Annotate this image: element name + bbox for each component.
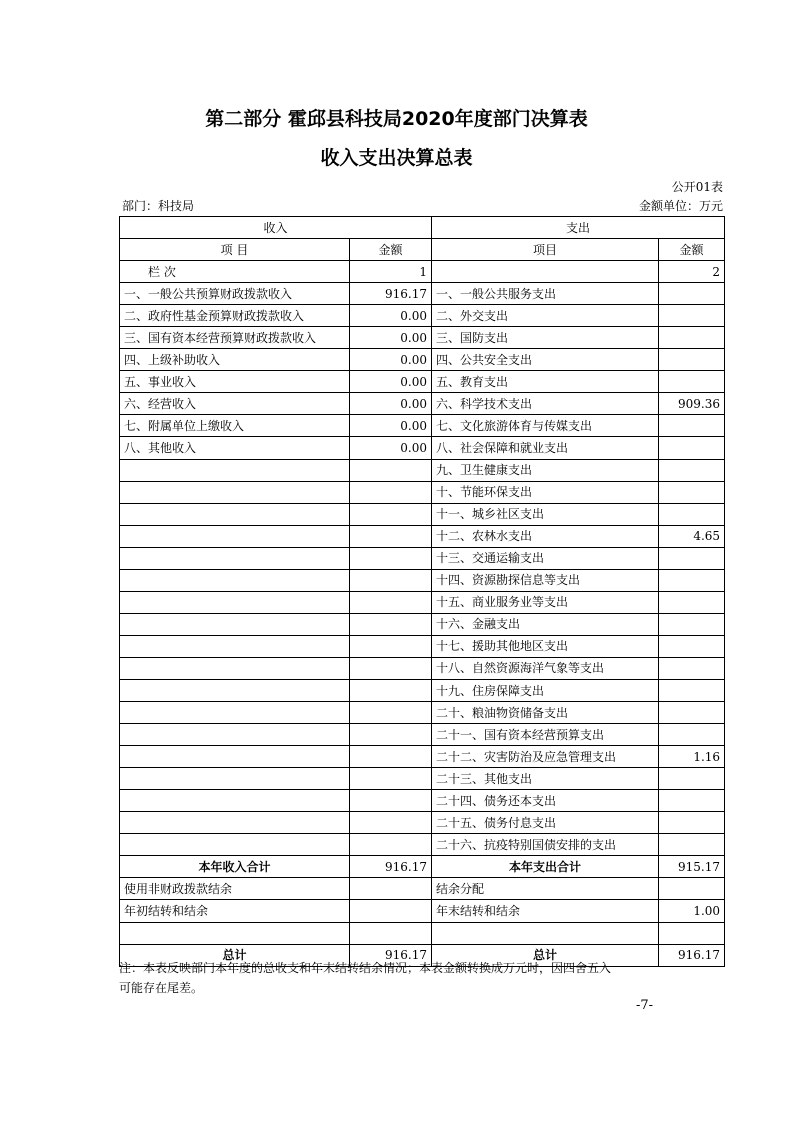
- blank-cell: [350, 922, 432, 944]
- nonfiscal-row: [120, 878, 725, 900]
- grand-total-expense: 916.17: [659, 944, 725, 966]
- expense-item-header: 项目: [432, 239, 659, 261]
- expense-amount-cell: [659, 503, 725, 525]
- expense-amount-cell: [659, 481, 725, 503]
- income-amount-cell: 0.00: [350, 393, 432, 415]
- table-row: [120, 481, 725, 503]
- expense-amount-cell: [659, 812, 725, 834]
- income-amount-cell: 0.00: [350, 327, 432, 349]
- income-item-cell: 八、其他收入: [120, 437, 350, 459]
- column-number-blank: [432, 261, 659, 283]
- grand-total-income: 916.17: [350, 944, 432, 966]
- blank-row: [120, 922, 725, 944]
- income-amount-cell: [350, 525, 432, 547]
- table-row: [120, 305, 725, 327]
- blank-cell: [432, 922, 659, 944]
- expense-item-cell: 二、外交支出: [432, 305, 659, 327]
- table-row: [120, 790, 725, 812]
- table-row: [120, 657, 725, 679]
- note-line-2: 可能存在尾差。: [119, 981, 204, 995]
- income-amount-cell: [350, 812, 432, 834]
- expense-item-cell: 七、文化旅游体育与传媒支出: [432, 415, 659, 437]
- expense-item-cell: 六、科学技术支出: [432, 393, 659, 415]
- income-item-cell: [120, 790, 350, 812]
- income-item-cell: 二、政府性基金预算财政拨款收入: [120, 305, 350, 327]
- income-item-cell: [120, 812, 350, 834]
- income-item-cell: [120, 679, 350, 701]
- income-item-cell: [120, 591, 350, 613]
- expense-amount-cell: 4.65: [659, 525, 725, 547]
- expense-item-cell: 一、一般公共服务支出: [432, 283, 659, 305]
- income-amount-cell: 916.17: [350, 283, 432, 305]
- income-amount-cell: [350, 481, 432, 503]
- table-row: [120, 283, 725, 305]
- income-amount-header: 金额: [350, 239, 432, 261]
- income-item-cell: 三、国有资本经营预算财政拨款收入: [120, 327, 350, 349]
- income-amount-cell: [350, 459, 432, 481]
- table-row: [120, 613, 725, 635]
- income-amount-cell: [350, 657, 432, 679]
- expense-amount-cell: 909.36: [659, 393, 725, 415]
- table-note: [119, 958, 719, 998]
- carryover-row: [120, 900, 725, 922]
- income-item-cell: [120, 481, 350, 503]
- income-amount-cell: 0.00: [350, 349, 432, 371]
- expense-item-cell: 二十四、债务还本支出: [432, 790, 659, 812]
- expense-amount-cell: [659, 547, 725, 569]
- expense-item-cell: 十、节能环保支出: [432, 481, 659, 503]
- beginning-carryover-amount: [350, 900, 432, 922]
- department-label: 部门：科技局: [122, 199, 195, 213]
- grand-total-expense-label: 总计: [432, 944, 659, 966]
- expense-item-cell: 五、教育支出: [432, 371, 659, 393]
- income-amount-cell: 0.00: [350, 437, 432, 459]
- expense-item-cell: 二十三、其他支出: [432, 768, 659, 790]
- income-item-cell: [120, 746, 350, 768]
- expense-item-cell: 三、国防支出: [432, 327, 659, 349]
- expense-item-cell: 十九、住房保障支出: [432, 679, 659, 701]
- income-item-cell: [120, 768, 350, 790]
- income-item-cell: 五、事业收入: [120, 371, 350, 393]
- page-number: -7-: [636, 998, 654, 1013]
- expense-item-cell: 二十一、国有资本经营预算支出: [432, 724, 659, 746]
- expense-item-cell: 十六、金融支出: [432, 613, 659, 635]
- income-amount-cell: 0.00: [350, 415, 432, 437]
- income-amount-cell: [350, 724, 432, 746]
- expense-item-cell: 九、卫生健康支出: [432, 459, 659, 481]
- annual-total-row: [120, 856, 725, 878]
- expense-item-cell: 十三、交通运输支出: [432, 547, 659, 569]
- table-title: 收入支出决算总表: [320, 147, 473, 169]
- expense-item-cell: 十七、援助其他地区支出: [432, 635, 659, 657]
- income-amount-cell: 0.00: [350, 371, 432, 393]
- table-row: [120, 393, 725, 415]
- expense-amount-cell: [659, 349, 725, 371]
- income-item-cell: [120, 702, 350, 724]
- expense-amount-cell: [659, 635, 725, 657]
- income-item-cell: 四、上级补助收入: [120, 349, 350, 371]
- income-amount-cell: [350, 746, 432, 768]
- income-item-cell: 六、经营收入: [120, 393, 350, 415]
- expense-item-cell: 十二、农林水支出: [432, 525, 659, 547]
- expense-item-cell: 八、社会保障和就业支出: [432, 437, 659, 459]
- expense-amount-cell: [659, 283, 725, 305]
- table-row: [120, 415, 725, 437]
- expense-amount-cell: 1.16: [659, 746, 725, 768]
- amount-unit-label: 金额单位：万元: [638, 199, 723, 213]
- table-row: [120, 635, 725, 657]
- income-amount-cell: [350, 591, 432, 613]
- income-amount-cell: [350, 569, 432, 591]
- table-row: [120, 547, 725, 569]
- expense-amount-cell: [659, 415, 725, 437]
- table-row: [120, 768, 725, 790]
- income-item-cell: [120, 525, 350, 547]
- expense-amount-cell: [659, 834, 725, 856]
- expense-amount-cell: [659, 790, 725, 812]
- expense-amount-header: 金额: [659, 239, 725, 261]
- expense-item-cell: 十五、商业服务业等支出: [432, 591, 659, 613]
- balance-distribution-amount: [659, 878, 725, 900]
- column-number-1: 1: [350, 261, 432, 283]
- blank-cell: [659, 922, 725, 944]
- expense-amount-cell: [659, 768, 725, 790]
- income-item-cell: 一、一般公共预算财政拨款收入: [120, 283, 350, 305]
- expense-item-cell: 十一、城乡社区支出: [432, 503, 659, 525]
- income-item-cell: [120, 503, 350, 525]
- income-amount-cell: [350, 503, 432, 525]
- expense-amount-cell: [659, 702, 725, 724]
- table-row: [120, 569, 725, 591]
- income-item-cell: [120, 834, 350, 856]
- ending-carryover-amount: 1.00: [659, 900, 725, 922]
- table-row: [120, 349, 725, 371]
- nonfiscal-balance-label: 使用非财政拨款结余: [120, 878, 350, 900]
- expense-item-cell: 四、公共安全支出: [432, 349, 659, 371]
- income-amount-cell: [350, 547, 432, 569]
- beginning-carryover-label: 年初结转和结余: [120, 900, 350, 922]
- income-item-header: 项 目: [120, 239, 350, 261]
- income-expense-table: [119, 216, 725, 967]
- expense-amount-cell: [659, 459, 725, 481]
- annual-income-total: 916.17: [350, 856, 432, 878]
- expense-amount-cell: [659, 327, 725, 349]
- income-amount-cell: [350, 702, 432, 724]
- income-amount-cell: [350, 635, 432, 657]
- income-amount-cell: [350, 613, 432, 635]
- expense-amount-cell: [659, 569, 725, 591]
- column-number-row: [120, 261, 725, 283]
- income-item-cell: [120, 724, 350, 746]
- table-row: [120, 724, 725, 746]
- income-group-header: 收入: [120, 217, 432, 239]
- group-header-row: [120, 217, 725, 239]
- table-row: [120, 525, 725, 547]
- table-row: [120, 437, 725, 459]
- table-row: [120, 371, 725, 393]
- annual-expense-total-label: 本年支出合计: [432, 856, 659, 878]
- form-number: 公开01表: [671, 180, 723, 194]
- table-row: [120, 591, 725, 613]
- table-row: [120, 812, 725, 834]
- expense-amount-cell: [659, 657, 725, 679]
- table-row: [120, 327, 725, 349]
- expense-item-cell: 二十六、抗疫特别国债安排的支出: [432, 834, 659, 856]
- income-item-cell: [120, 613, 350, 635]
- income-item-cell: [120, 635, 350, 657]
- table-row: [120, 746, 725, 768]
- table-row: [120, 459, 725, 481]
- income-amount-cell: [350, 834, 432, 856]
- balance-distribution-label: 结余分配: [432, 878, 659, 900]
- income-amount-cell: [350, 768, 432, 790]
- income-amount-cell: [350, 790, 432, 812]
- blank-cell: [120, 922, 350, 944]
- expense-item-cell: 二十五、债务付息支出: [432, 812, 659, 834]
- expense-item-cell: 二十、粮油物资储备支出: [432, 702, 659, 724]
- annual-expense-total: 915.17: [659, 856, 725, 878]
- expense-group-header: 支出: [432, 217, 725, 239]
- income-item-cell: [120, 569, 350, 591]
- column-number-label: 栏 次: [120, 261, 350, 283]
- expense-amount-cell: [659, 305, 725, 327]
- page-title: 第二部分 霍邱县科技局2020年度部门决算表: [205, 108, 588, 130]
- expense-amount-cell: [659, 371, 725, 393]
- expense-amount-cell: [659, 437, 725, 459]
- expense-item-cell: 十四、资源勘探信息等支出: [432, 569, 659, 591]
- income-item-cell: [120, 657, 350, 679]
- expense-amount-cell: [659, 613, 725, 635]
- income-item-cell: 七、附属单位上缴收入: [120, 415, 350, 437]
- note-line-1: 注：本表反映部门本年度的总收支和年末结转结余情况；本表金额转换成万元时，因四舍五入: [119, 961, 612, 975]
- column-number-2: 2: [659, 261, 725, 283]
- table-row: [120, 679, 725, 701]
- income-amount-cell: [350, 679, 432, 701]
- nonfiscal-balance-amount: [350, 878, 432, 900]
- expense-item-cell: 二十二、灾害防治及应急管理支出: [432, 746, 659, 768]
- column-header-row: [120, 239, 725, 261]
- expense-item-cell: 十八、自然资源海洋气象等支出: [432, 657, 659, 679]
- annual-income-total-label: 本年收入合计: [120, 856, 350, 878]
- income-amount-cell: 0.00: [350, 305, 432, 327]
- expense-amount-cell: [659, 724, 725, 746]
- table-row: [120, 702, 725, 724]
- expense-amount-cell: [659, 591, 725, 613]
- table-row: [120, 834, 725, 856]
- expense-amount-cell: [659, 679, 725, 701]
- ending-carryover-label: 年末结转和结余: [432, 900, 659, 922]
- grand-total-income-label: 总计: [120, 944, 350, 966]
- income-item-cell: [120, 547, 350, 569]
- table-row: [120, 503, 725, 525]
- income-item-cell: [120, 459, 350, 481]
